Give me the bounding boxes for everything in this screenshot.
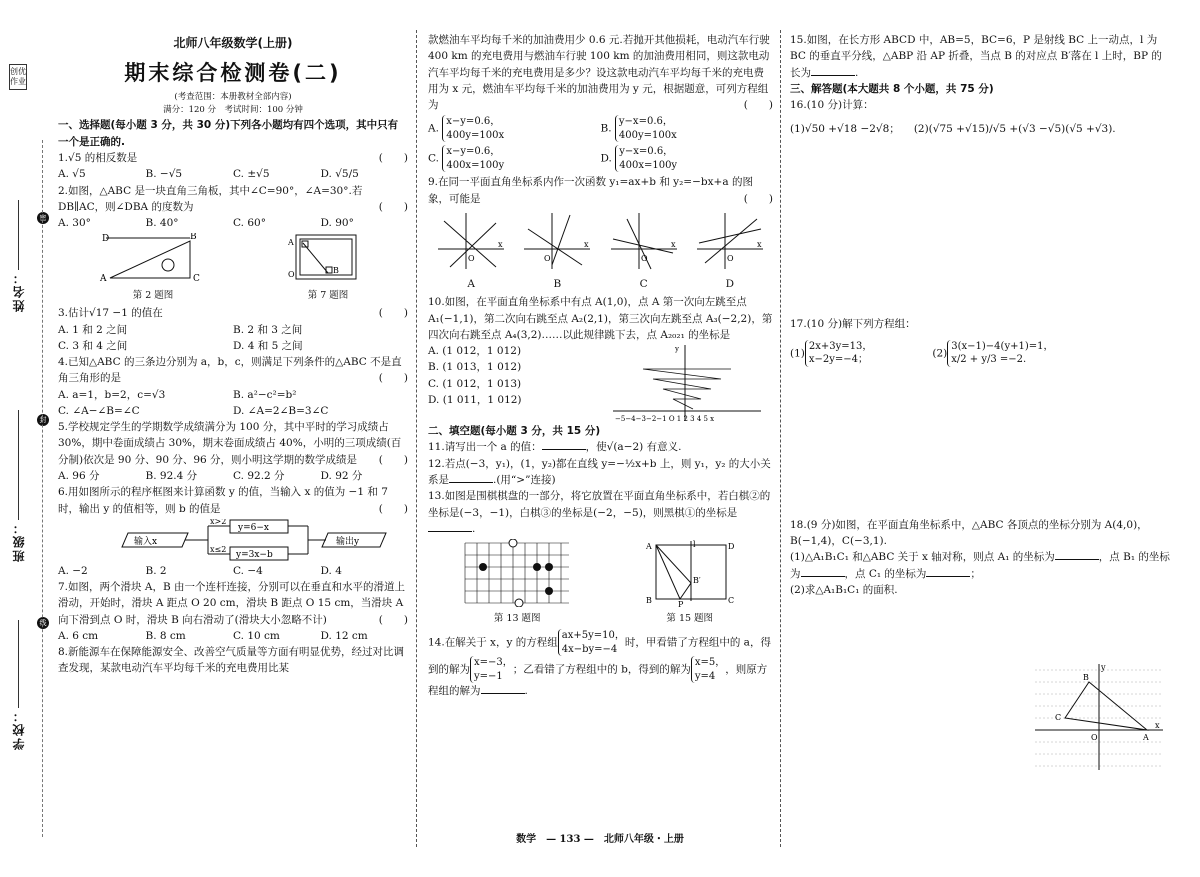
graph-option-c [609, 209, 679, 271]
figures-13-15 [428, 539, 773, 627]
school-underline [18, 620, 19, 708]
svg-text:D: D [727, 542, 735, 552]
svg-text:C: C [1055, 713, 1062, 722]
svg-text:C: C [727, 596, 734, 606]
flow-f2: y=3x−b [236, 549, 273, 560]
question-8-continued: 款燃油车平均每千米的加油费用少 0.6 元.若抛开其他损耗，电动汽车行驶 400 km 的充电费用与燃油车行驶 100 km 的加油费用相同，则这款电动汽车平均每千米的充电费用是多少？设这款电动汽车平均每千米的充电费用为 x 元，燃油车平均每千米的加油费用为 y 元，根据题意，可列方程组为 ( ) [428, 34, 773, 112]
question-4: 4.已知△ABC 的三条边分别为 a，b，c，则满足下列条件的△ABC 不是直角三角形的是 ( ) [58, 356, 408, 385]
seal-dot: 密 [37, 212, 49, 224]
rectangle-fold-figure [640, 539, 740, 607]
column-middle [428, 32, 773, 699]
question-15: 15.如图，在长方形 ABCD 中，AB=5，BC=6，P 是射线 BC 上一动点，l 为 BC 的垂直平分线，△ABP 沿 AP 折叠，当点 B 的对应点 B′落在 l 上时，BP 的长为 . [790, 34, 1162, 79]
question-17: 17.(10 分)解下列方程组： [790, 317, 916, 330]
question-8: 8.新能源车在保障能源安全、改善空气质量等方面有明显优势，经过对比调查发现，某款电动汽车平均每千米的充电费用比某 [58, 646, 405, 675]
svg-text:A: A [645, 542, 652, 552]
figure-caption: 第 15 题图 [666, 613, 714, 625]
page-footer: 数学 — 133 — 北师八年级・上册 [516, 833, 684, 845]
scope-note: (考查范围：本册教材全部内容) [174, 92, 292, 103]
question-10-body [428, 343, 773, 423]
question-3: 3.估计√17 −1 的值在 ( ) [58, 307, 408, 320]
class-label: 班级： [12, 520, 26, 562]
column-right [790, 32, 1170, 742]
question-18-part1: (1)△A₁B₁C₁ 和△ABC 关于 x 轴对称，则点 A₁ 的坐标为 ，点 B₁ 的坐标为 ，点 C₁ 的坐标为 ； [790, 551, 1170, 580]
svg-text:O: O [288, 270, 295, 280]
flowchart [58, 519, 408, 561]
graph-options-9: O x A O x B O x C O x D [428, 209, 773, 293]
options-3: A. 1 和 2 之间 B. 2 和 3 之间 C. 3 和 4 之间 D. 4 和 5 之间 [58, 323, 303, 352]
binding-margin [0, 0, 46, 877]
svg-text:y: y [1101, 663, 1106, 672]
svg-text:P: P [677, 600, 684, 608]
options-2: A. 30° B. 40° C. 60° D. 90° [58, 217, 354, 230]
svg-text:A: A [1143, 733, 1149, 742]
exam-meta: 满分：120 分 考试时间：100 分钟 [163, 105, 303, 116]
svg-text:O: O [1091, 733, 1098, 742]
svg-text:B: B [1083, 673, 1089, 682]
question-12: 12.若点(−3，y₁)，(1，y₂)都在直线 y=−½x+b 上，则 y₁，y₂ 的大小关系是 .(用“>”连接) [428, 457, 771, 486]
name-underline [18, 200, 19, 270]
options-1: A. √5 B. −√5 C. ±√5 D. √5/5 [58, 168, 359, 181]
binding-line [42, 140, 43, 837]
svg-text:l: l [692, 540, 696, 550]
svg-text:x: x [670, 239, 676, 249]
flow-output: 输出y [336, 536, 360, 547]
question-16-parts: (1)√50 +√18 −2√8； (2)(√75 +√15)/√5 +(√3 −√5)(√5 +√3). [790, 123, 1116, 136]
svg-text:O: O [468, 253, 475, 263]
go-board-figure [461, 539, 573, 607]
options-10: A. (1 012，1 012) B. (1 013，1 012) C. (1 012，1 013) D. (1 011，1 012) [428, 345, 522, 406]
column-divider [780, 30, 781, 847]
question-13: 13.如图是围棋棋盘的一部分，将它放置在平面直角坐标系中，若白棋②的坐标是(−3，−1)，白棋③的坐标是(−2，−5)，则黑棋①的坐标是. [428, 490, 771, 535]
flow-cond2: x≤2 [210, 544, 227, 554]
question-11: 11.请写出一个 a 的值： ，使√(a−2) 有意义. [428, 441, 682, 454]
flow-cond1: x>2 [210, 518, 227, 526]
svg-text:A: A [100, 274, 107, 284]
question-2: 2.如图，△ABC 是一块直角三角板，其中∠C=90°，∠A=30°.若 DB∥AC，则∠DBA 的度数为 ( ) [58, 184, 408, 213]
svg-text:C: C [193, 274, 200, 284]
options-4: A. a=1，b=2，c=√3 B. a²−c²=b² C. ∠A−∠B=∠C D. ∠A=2∠B=3∠C [58, 388, 329, 417]
figures-2-7 [58, 233, 408, 303]
svg-text:x: x [1155, 721, 1160, 730]
series-title: 北师八年级数学(上册) [173, 36, 293, 50]
graph-option-d [695, 209, 765, 271]
question-18-part2: (2)求△A₁B₁C₁ 的面积. [790, 583, 898, 596]
options-8: A. x−y=0.6， 400y=100x B. y−x=0.6， 400y=100x C. x−y=0.6， 400x=100y D. y−x=0.6， 400x=100y [428, 115, 773, 172]
question-7: 7.如图，两个滑块 A，B 由一个连杆连接，分别可以在垂直和水平的滑道上滑动，开始时，滑块 A 距点 O 20 cm，滑块 B 距点 O 15 cm，当滑块 A 向下滑到点 O 时，滑块 B 向右滑动了(滑块大小忽略不计) ( ) [58, 581, 408, 626]
question-1: 1.√5 的相反数是 ( ) [58, 152, 408, 165]
section-heading: 一、选择题(每小题 3 分，共 30 分)下列各小题均有四个选项，其中只有一个是正确的. [58, 119, 399, 148]
question-18: 18.(9 分)如图，在平面直角坐标系中，△ABC 各顶点的坐标分别为 A(4,0)，B(−1,4)，C(−3,1). [790, 518, 1148, 548]
svg-text:x: x [498, 239, 503, 249]
figure-caption: 第 2 题图 [132, 289, 174, 301]
question-17-parts: (1)2x+3y=13， x−2y=−4； (2)3(x−1)−4(y+1)=1， x/2 + y/3 =−2. [790, 340, 1054, 366]
question-16: 16.(10 分)计算： [790, 99, 874, 112]
school-label: 学校： [12, 708, 26, 750]
column-left [58, 34, 408, 677]
triangle-figure [98, 233, 208, 283]
flow-f1: y=6−x [238, 522, 269, 533]
options-5: A. 96 分 B. 92.4 分 C. 92.2 分 D. 92 分 [58, 469, 363, 482]
svg-text:B: B [190, 233, 197, 243]
svg-text:−5−4−3−2−1 O 1 2 3 4 5 x: −5−4−3−2−1 O 1 2 3 4 5 x [615, 415, 715, 424]
figure-caption: 第 13 题图 [493, 613, 541, 625]
name-label: 姓名： [12, 270, 26, 312]
svg-text:B: B [645, 596, 652, 606]
flow-input: 输入x [134, 536, 158, 547]
figure-caption: 第 7 题图 [307, 289, 349, 301]
section-heading: 三、解答题(本大题共 8 个小题，共 75 分) [790, 82, 994, 95]
section-heading: 二、填空题(每小题 3 分，共 15 分) [428, 425, 601, 438]
svg-text:O: O [544, 253, 551, 263]
svg-text:O: O [640, 253, 648, 263]
options-6: A. −2 B. 2 C. −4 D. 4 [58, 564, 342, 577]
graph-option-a [436, 209, 506, 271]
svg-text:x: x [756, 239, 762, 249]
options-7: A. 6 cm B. 8 cm C. 10 cm D. 12 cm [58, 629, 368, 642]
jump-points-figure [613, 343, 763, 423]
svg-text:A: A [288, 238, 294, 248]
column-divider [416, 30, 417, 847]
svg-text:y: y [675, 345, 679, 354]
question-5: 5.学校规定学生的学期数学成绩满分为 100 分，其中平时的学习成绩占 30%，期中卷面成绩占 30%，期末卷面成绩占 40%，小明的三项成绩(百分制)依次是 90 分、90 分、96 分，则小明这学期的数学成绩是 ( ) [58, 421, 408, 466]
seal-dot: 封 [37, 414, 49, 426]
svg-text:B: B [333, 266, 339, 276]
graph-option-b [522, 209, 592, 271]
question-14: 14.在解关于 x，y 的方程组ax+5y=10， 4x−by=−4时，甲看错了方程组中的 a，得到的解为x=−3， y=−1；乙看错了方程组中的 b，得到的解为x=5， y=4，则原方程组的解为 . [428, 630, 771, 698]
question-10: 10.如图，在平面直角坐标系中有点 A(1,0)，点 A 第一次向左跳至点 A₁(−1,1)，第二次向右跳至点 A₂(2,1)，第三次向左跳至点 A₃(−2,2)，第四次向右跳至点 A₄(3,2)……以此规律跳下去，点 A₂₀₂₁ 的坐标是 [428, 296, 773, 341]
brand-logo: 创优作业 [9, 64, 27, 90]
coordinate-grid-figure [1035, 662, 1165, 772]
svg-text:B′: B′ [692, 576, 701, 586]
question-9: 9.在同一平面直角坐标系内作一次函数 y₁=ax+b 和 y₂=−bx+a 的图象，可能是 ( ) [428, 176, 773, 205]
svg-text:O: O [726, 253, 734, 263]
slider-figure [288, 233, 368, 283]
page-title: 期末综合检测卷(二) [124, 60, 342, 85]
class-underline [18, 410, 19, 520]
question-6: 6.用如图所示的程序框图来计算函数 y 的值，当输入 x 的值为 −1 和 7 时，输出 y 的值相等，则 b 的值是 ( ) [58, 486, 408, 515]
seal-dot: 线 [37, 617, 49, 629]
svg-text:D: D [102, 234, 110, 245]
svg-text:x: x [584, 239, 589, 249]
